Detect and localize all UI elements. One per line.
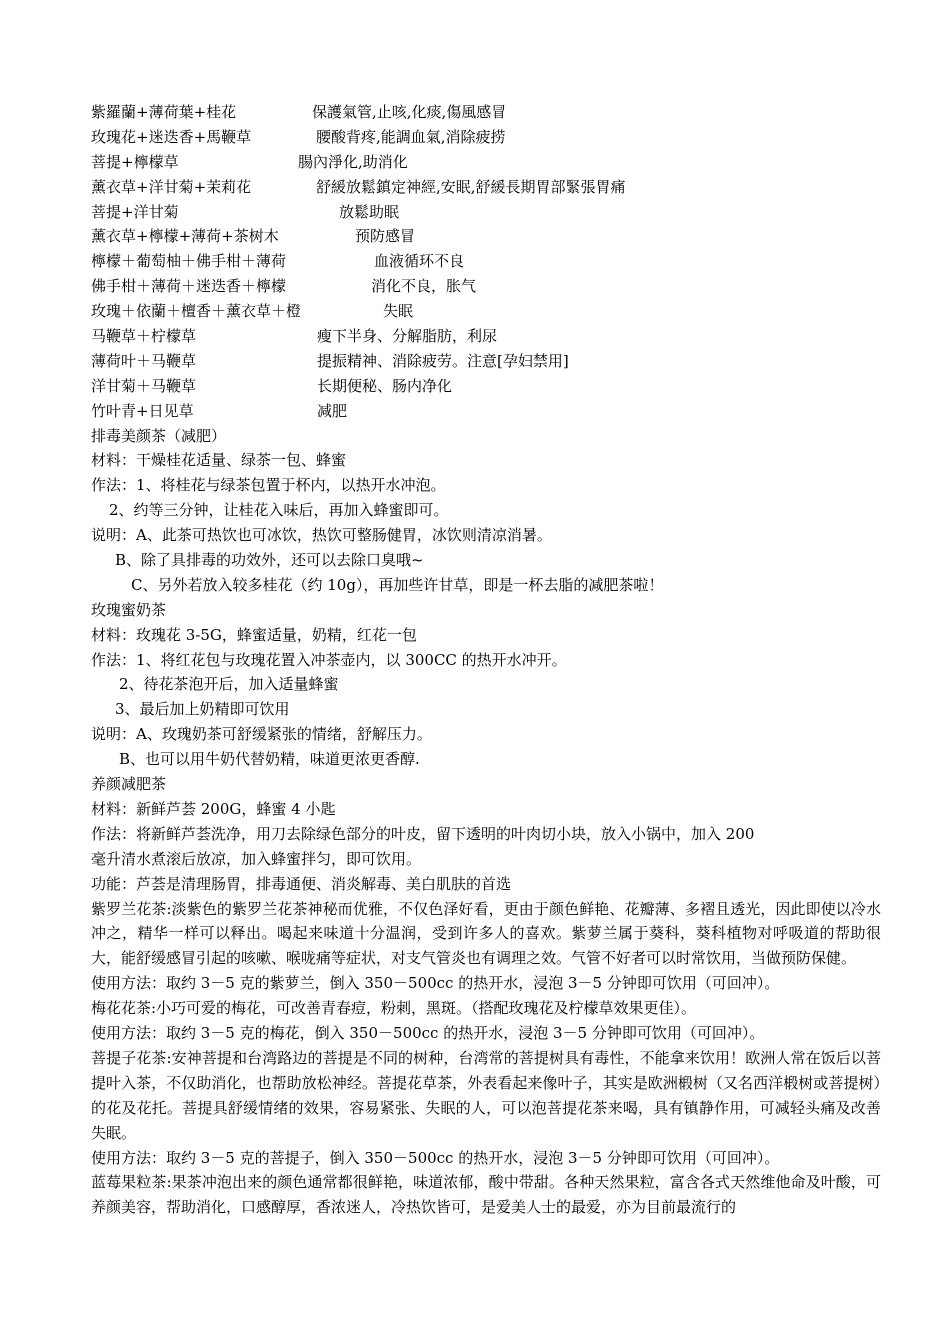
pair-combo: 檸檬＋葡萄柚＋佛手柑＋薄荷 bbox=[91, 252, 287, 271]
text-line: 毫升清水煮滚后放凉，加入蜂蜜拌匀，即可饮用。 bbox=[91, 849, 422, 868]
pair-combo: 薄荷叶＋马鞭草 bbox=[91, 351, 197, 370]
section-heading: 养颜减肥茶 bbox=[91, 775, 167, 794]
pair-effect: 腰酸背疼,能調血氣,消除疲捞 bbox=[316, 127, 506, 146]
pair-combo: 薰衣草+檸檬+薄荷+茶树木 bbox=[91, 227, 279, 246]
pair-combo: 薰衣草+洋甘菊+茉莉花 bbox=[91, 177, 252, 196]
text-line: 材料：玫瑰花 3-5G，蜂蜜适量，奶精，红花一包 bbox=[91, 625, 417, 644]
pair-effect: 舒緩放鬆鎮定神經,安眠,舒緩長期胃部緊張胃痛 bbox=[316, 177, 626, 196]
text-paragraph: 使用方法：取约 3－5 克的梅花，倒入 350－500cc 的热开水，浸泡 3－5 分钟即可饮用（可回冲）。 bbox=[91, 1024, 765, 1043]
recipe-pair bbox=[91, 249, 881, 274]
section-heading: 排毒美颜茶（减肥） bbox=[91, 426, 227, 445]
text-paragraph: 蓝莓果粒茶:果茶冲泡出来的颜色通常都很鲜艳，味道浓郁，酸中带甜。各种天然果粒，富含各式天然维他命及叶酸，可养颜美容，帮助消化，口感醇厚，香浓迷人，冷热饮皆可，是爱美人士的最爱，亦为目前最流行的 bbox=[91, 1173, 881, 1217]
text-line: 3、最后加上奶精即可饮用 bbox=[115, 700, 290, 719]
text-line: B、除了具排毒的功效外，还可以去除口臭哦~ bbox=[115, 551, 424, 570]
text-paragraph: 梅花花茶:小巧可爱的梅花，可改善青春痘，粉刺，黑斑。（搭配玫瑰花及柠檬草效果更佳）。 bbox=[91, 999, 697, 1018]
recipe-pair bbox=[91, 274, 881, 299]
pair-effect: 瘦下半身、分解脂肪，利尿 bbox=[317, 327, 498, 346]
pair-combo: 菩提+洋甘菊 bbox=[91, 202, 179, 221]
pair-combo: 玫瑰花+迷迭香+馬鞭草 bbox=[91, 127, 252, 146]
pair-combo: 马鞭草＋柠檬草 bbox=[91, 327, 197, 346]
text-line: 作法：1、将红花包与玫瑰花置入冲茶壶内，以 300CC 的热开水冲开。 bbox=[91, 650, 567, 669]
pair-combo: 佛手柑＋薄荷＋迷迭香＋檸檬 bbox=[91, 277, 287, 296]
pair-combo: 洋甘菊＋马鞭草 bbox=[91, 376, 197, 395]
text-line: 功能：芦荟是清理肠胃，排毒通便、消炎解毒、美白肌肤的首选 bbox=[91, 874, 512, 893]
pair-effect: 消化不良，胀气 bbox=[371, 277, 477, 296]
pair-effect: 放鬆助眠 bbox=[339, 202, 400, 221]
pair-combo: 菩提+檸檬草 bbox=[91, 152, 179, 171]
recipe-pair bbox=[91, 299, 881, 324]
recipe-section bbox=[91, 424, 881, 897]
text-line: B、也可以用牛奶代替奶精，味道更浓更香醇. bbox=[119, 750, 420, 769]
recipe-pair bbox=[91, 324, 881, 349]
pair-effect: 长期便秘、肠内净化 bbox=[317, 376, 453, 395]
text-line: 材料：新鲜芦荟 200G，蜂蜜 4 小匙 bbox=[91, 799, 336, 818]
section-heading: 玫瑰蜜奶茶 bbox=[91, 600, 167, 619]
pair-effect: 提振精神、消除疲劳。注意[孕妇禁用] bbox=[317, 351, 569, 370]
text-paragraph: 使用方法：取约 3－5 克的菩提子，倒入 350－500cc 的热开水，浸泡 3－5 分钟即可饮用（可回冲）。 bbox=[91, 1148, 780, 1167]
pair-effect: 血液循环不良 bbox=[374, 252, 465, 271]
document-page bbox=[91, 100, 881, 1220]
text-line: 说明：A、玫瑰奶茶可舒缓紧张的情绪，舒解压力。 bbox=[91, 725, 432, 744]
text-line: 作法：将新鲜芦荟洗净，用刀去除绿色部分的叶皮，留下透明的叶肉切小块，放入小锅中，加入 200 bbox=[91, 824, 755, 843]
text-line: 2、待花茶泡开后，加入适量蜂蜜 bbox=[119, 675, 339, 694]
text-line: 作法：1、将桂花与绿茶包置于杯内，以热开水冲泡。 bbox=[91, 476, 446, 495]
pair-effect: 保護氣管,止咳,化痰,傷風感冒 bbox=[312, 103, 507, 121]
recipe-pair bbox=[91, 200, 881, 225]
pair-combo: 玫瑰＋依蘭＋檀香＋薰衣草＋橙 bbox=[91, 302, 302, 321]
recipe-pair bbox=[91, 399, 881, 424]
recipe-pair bbox=[91, 374, 881, 399]
recipe-pair-list bbox=[91, 100, 881, 424]
recipe-pair bbox=[91, 100, 881, 125]
recipe-pair bbox=[91, 224, 881, 249]
recipe-pair bbox=[91, 175, 881, 200]
text-line: C、另外若放入较多桂花（约 10g），再加些许甘草，即是一杯去脂的减肥茶啦！ bbox=[131, 575, 664, 594]
text-line: 材料：干燥桂花适量、绿茶一包、蜂蜜 bbox=[91, 451, 347, 470]
pair-effect: 腸內淨化,助消化 bbox=[298, 152, 408, 171]
text-paragraph: 使用方法：取约 3－5 克的紫萝兰，倒入 350－500cc 的热开水，浸泡 3－5 分钟即可饮用（可回冲）。 bbox=[91, 974, 780, 993]
pair-effect: 失眠 bbox=[383, 302, 414, 321]
text-paragraph: 菩提子花茶:安神菩提和台湾路边的菩提是不同的树种，台湾常的菩提树具有毒性，不能拿来饮用！欧洲人常在饭后以菩提叶入茶，不仅助消化，也帮助放松神经。菩提花草茶，外表看起来像叶子，其实是欧洲椴树（又名西洋椴树或菩提树）的花及花托。菩提具舒缓情绪的效果，容易紧张、失眠的人，可以泡菩提花茶来喝，具有镇静作用，可减轻头痛及改善失眠。 bbox=[91, 1048, 881, 1142]
text-line: 2、约等三分钟，让桂花入味后，再加入蜂蜜即可。 bbox=[109, 501, 449, 520]
flower-tea-section bbox=[91, 897, 881, 1221]
pair-effect: 预防感冒 bbox=[355, 227, 416, 246]
pair-effect: 减肥 bbox=[317, 401, 348, 420]
pair-combo: 竹叶青+日见草 bbox=[91, 401, 194, 420]
recipe-pair bbox=[91, 349, 881, 374]
text-paragraph: 紫罗兰花茶:淡紫色的紫罗兰花茶神秘而优雅，不仅色泽好看，更由于颜色鲜艳、花瓣薄、多褶且透光，因此即使以冷水冲之，精华一样可以释出。喝起来味道十分温润，受到许多人的喜欢。紫萝兰属于葵科，葵科植物对呼吸道的帮助很大，能舒缓感冒引起的咳嗽、喉咙痛等症状，对支气管炎也有调理之效。气管不好者可以时常饮用，当做预防保健。 bbox=[91, 899, 881, 968]
text-line: 说明：A、此茶可热饮也可冰饮，热饮可整肠健胃，冰饮则清凉消暑。 bbox=[91, 526, 552, 545]
recipe-pair bbox=[91, 150, 881, 175]
recipe-pair bbox=[91, 125, 881, 150]
pair-combo: 紫羅蘭+薄荷葉+桂花 bbox=[91, 103, 237, 121]
